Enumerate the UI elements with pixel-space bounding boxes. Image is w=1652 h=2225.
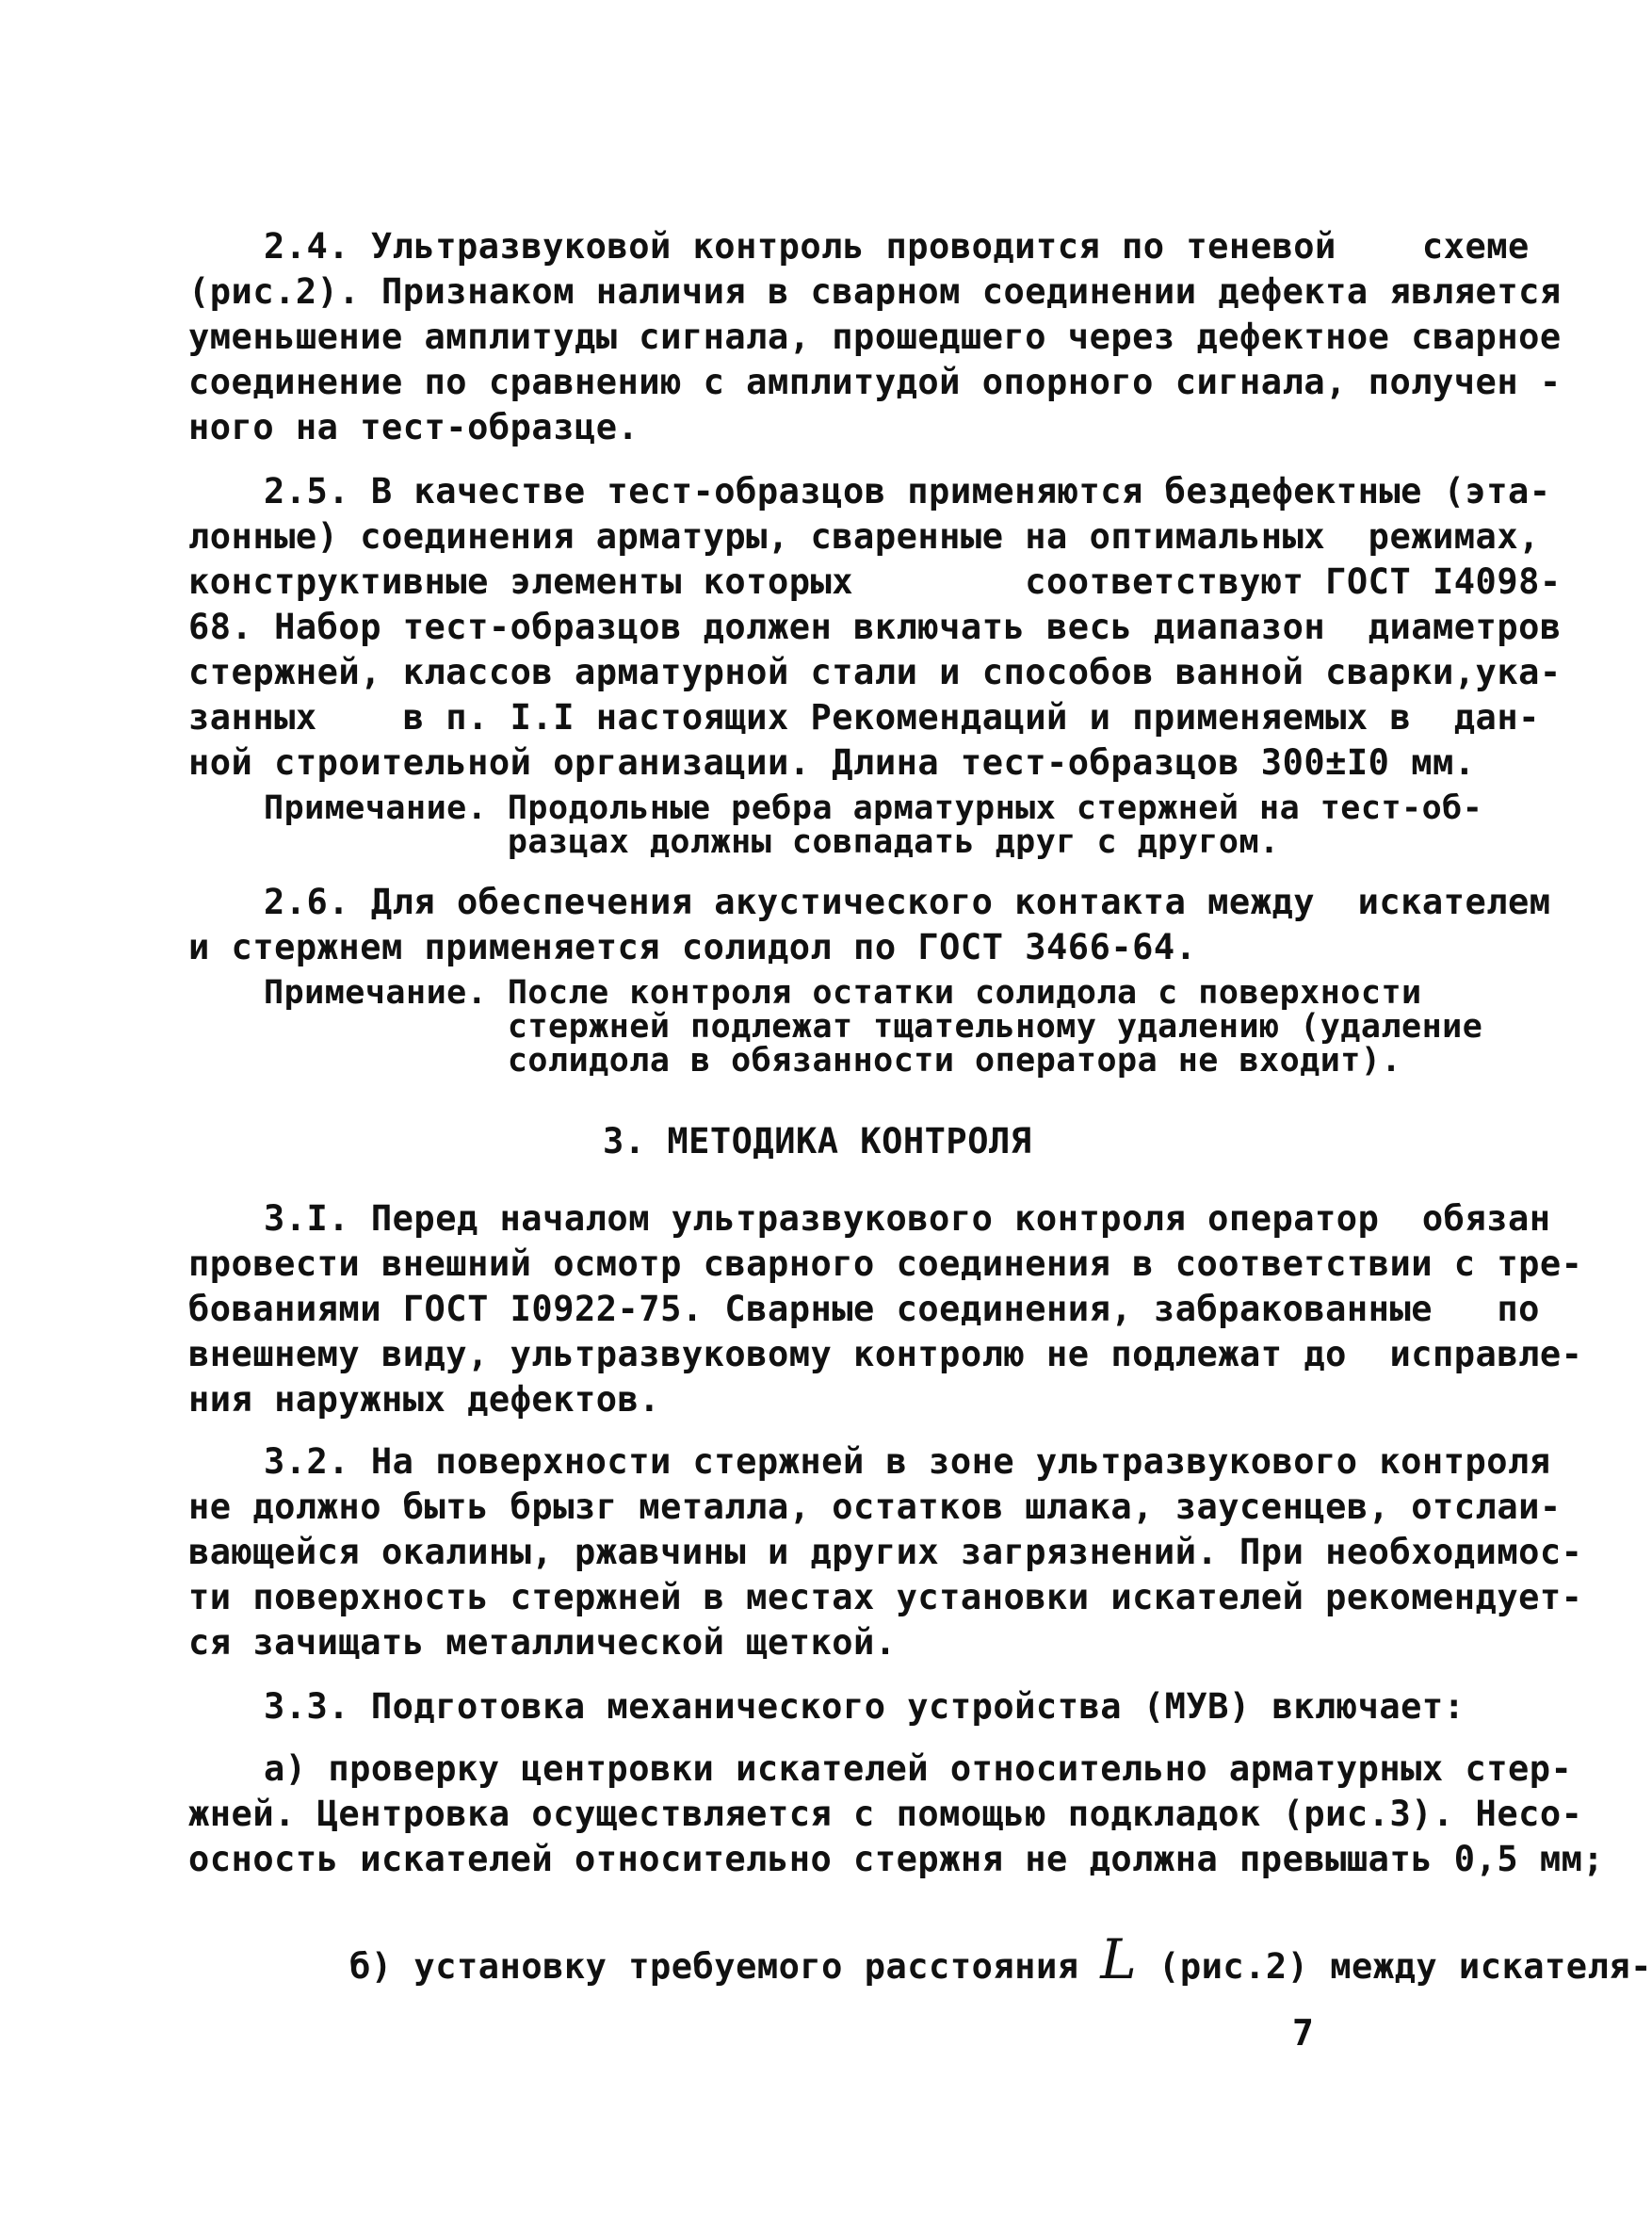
p2-4-line-4: соединение по сравнению с амплитудой опорного сигнала, получен - xyxy=(188,362,1562,402)
p3-3a-line-1: а) проверку центровки искателей относительно арматурных стер- xyxy=(264,1748,1573,1789)
p3-1-line-4: внешнему виду, ультразвуковому контролю не подлежат до исправле- xyxy=(188,1334,1583,1374)
p2-5-line-5: стержней, классов арматурной стали и способов ванной сварки,ука- xyxy=(188,652,1562,692)
p3-1-line-5: ния наружных дефектов. xyxy=(188,1379,661,1420)
p2-5-line-2: лонные) соединения арматуры, сваренные на оптимальных режимах, xyxy=(188,516,1540,557)
distance-symbol-L: L xyxy=(1100,1927,1138,1991)
p3-2-line-1: 3.2. На поверхности стержней в зоне ультразвукового контроля xyxy=(264,1441,1551,1482)
note2-line-2: стержней подлежат тщательному удалению (удаление xyxy=(264,1008,1483,1046)
p3-2-line-4: ти поверхность стержней в местах установки искателей рекомендует- xyxy=(188,1577,1583,1617)
note2-line-3: солидола в обязанности оператора не входит). xyxy=(264,1042,1402,1080)
p3-3a-line-3: осность искателей относительно стержня не должна превышать 0,5 мм; xyxy=(188,1839,1605,1879)
p3-3b-line xyxy=(264,1897,1652,2029)
note1-line-1: Примечание. Продольные ребра арматурных стержней на тест-об- xyxy=(264,789,1483,827)
p2-4-line-2: (рис.2). Признаком наличия в сварном соединении дефекта является xyxy=(188,271,1562,312)
p3-1-line-2: провести внешний осмотр сварного соединения в соответствии с тре- xyxy=(188,1243,1583,1284)
p2-5-line-6: занных в п. I.I настоящих Рекомендаций и применяемых в дан- xyxy=(188,697,1540,738)
p2-6-line-1: 2.6. Для обеспечения акустического контакта между искателем xyxy=(264,882,1551,922)
p2-5-line-1: 2.5. В качестве тест-образцов применяются бездефектные (эта- xyxy=(264,471,1551,512)
p3-3a-line-2: жней. Центровка осуществляется с помощью подкладок (рис.3). Несо- xyxy=(188,1794,1583,1834)
p3-1-line-3: бованиями ГОСТ I0922-75. Сварные соединения, забракованные по xyxy=(188,1289,1540,1329)
p2-5-line-4: 68. Набор тест-образцов должен включать весь диапазон диаметров xyxy=(188,607,1562,647)
p2-6-line-2: и стержнем применяется солидол по ГОСТ 3466-64. xyxy=(188,927,1197,967)
p3-1-line-1: 3.I. Перед началом ультразвукового контроля оператор обязан xyxy=(264,1198,1551,1239)
p2-4-line-1: 2.4. Ультразвуковой контроль проводится по теневой схеме xyxy=(264,226,1530,267)
p3-3b-prefix: б) установку требуемого расстояния xyxy=(349,1946,1101,1987)
p2-5-line-7: ной строительной организации. Длина тест-образцов 300±I0 мм. xyxy=(188,742,1476,783)
p2-5-line-3: конструктивные элементы которых соответствуют ГОСТ I4098- xyxy=(188,561,1562,602)
p3-3-line: 3.3. Подготовка механического устройства (МУВ) включает: xyxy=(264,1686,1466,1727)
p2-4-line-5: ного на тест-образце. xyxy=(188,407,640,447)
note2-line-1: Примечание. После контроля остатки солидола с поверхности xyxy=(264,974,1422,1012)
p3-3b-suffix: (рис.2) между искателя- xyxy=(1137,1946,1652,1987)
page-number: 7 xyxy=(1292,2012,1314,2054)
note1-line-2: разцах должны совпадать друг с другом. xyxy=(264,823,1280,861)
p2-4-line-3: уменьшение амплитуды сигнала, прошедшего через дефектное сварное xyxy=(188,317,1562,357)
section-heading: 3. МЕТОДИКА КОНТРОЛЯ xyxy=(603,1121,1032,1161)
p3-2-line-2: не должно быть брызг металла, остатков шлака, заусенцев, отслаи- xyxy=(188,1486,1562,1527)
p3-2-line-3: вающейся окалины, ржавчины и других загрязнений. При необходимос- xyxy=(188,1532,1583,1572)
p3-2-line-5: ся зачищать металлической щеткой. xyxy=(188,1622,897,1663)
